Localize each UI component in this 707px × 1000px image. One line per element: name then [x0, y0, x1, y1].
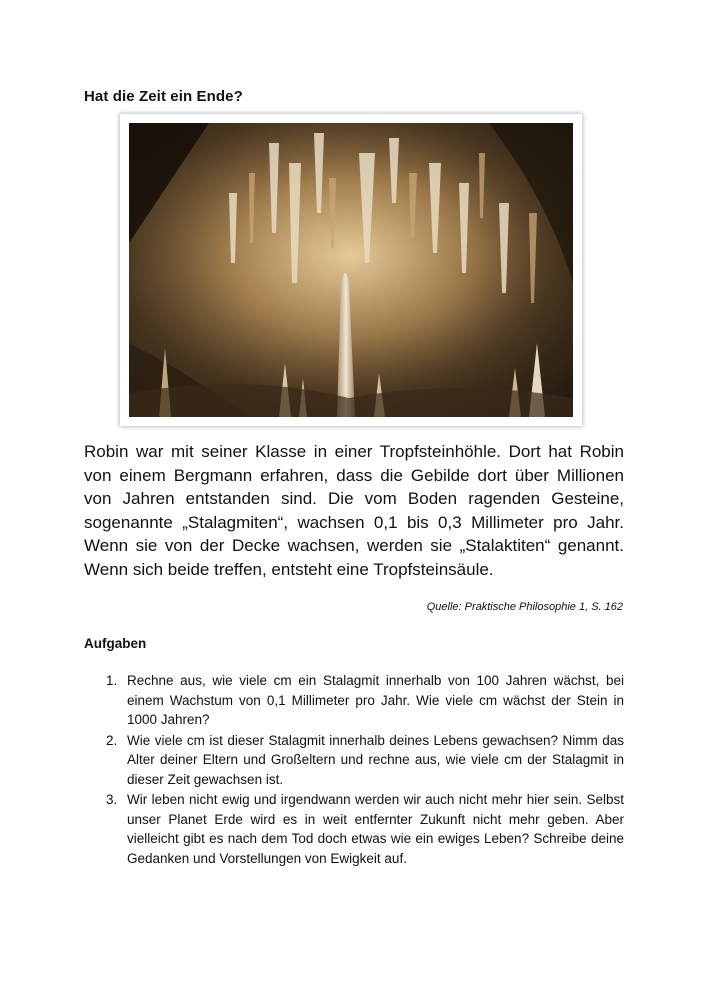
cave-stalactites-photo [129, 123, 573, 417]
photo-frame [120, 114, 582, 426]
task-text: Wir leben nicht ewig und irgendwann werden wir auch nicht mehr hier sein. Selbst unser Planet Erde wird es in weit entfernter Zukunft nicht mehr geben. Aber vielleicht gibt es nach dem Tod doch etwas wie ein ewiges Leben? Schreibe deine Gedanken und Vorstellungen von Ewigkeit auf. [127, 792, 624, 866]
task-number: 2. [106, 732, 118, 748]
task-text: Wie viele cm ist dieser Stalagmit innerhalb deines Lebens gewachsen? Nimm das Alter deiner Eltern und Großeltern und rechne aus, wie viele cm der Stalagmit in dieser Zeit gewachsen ist. [127, 732, 624, 787]
cave-illustration [129, 123, 573, 417]
task-item [106, 790, 624, 868]
task-item [106, 671, 624, 730]
task-text: Rechne aus, wie viele cm ein Stalagmit innerhalb von 100 Jahren wächst, bei einem Wachstum von 0,1 Millimeter pro Jahr. Wie viele cm wächst der Stein in 1000 Jahren? [127, 673, 624, 727]
page-title: Hat die Zeit ein Ende? [84, 88, 243, 105]
task-list [106, 671, 624, 869]
task-item [106, 731, 624, 790]
tasks-heading: Aufgaben [84, 636, 147, 651]
intro-paragraph: Robin war mit seiner Klasse in einer Tropfsteinhöhle. Dort hat Robin von einem Bergmann erfahren, dass die Gebilde dort über Millionen von Jahren entstanden sind. Die vom Boden ragenden Gesteine, sogenannte „Stalagmiten“, wachsen 0,1 bis 0,3 Millimeter pro Jahr. Wenn sie von der Decke wachsen, werden sie „Stalaktiten“ genannt. Wenn sich beide treffen, entsteht eine Tropfsteinsäule. [84, 442, 624, 579]
task-number: 3. [106, 792, 118, 807]
source-citation: Quelle: Praktische Philosophie 1, S. 162 [426, 601, 623, 613]
task-number: 1. [106, 673, 118, 688]
